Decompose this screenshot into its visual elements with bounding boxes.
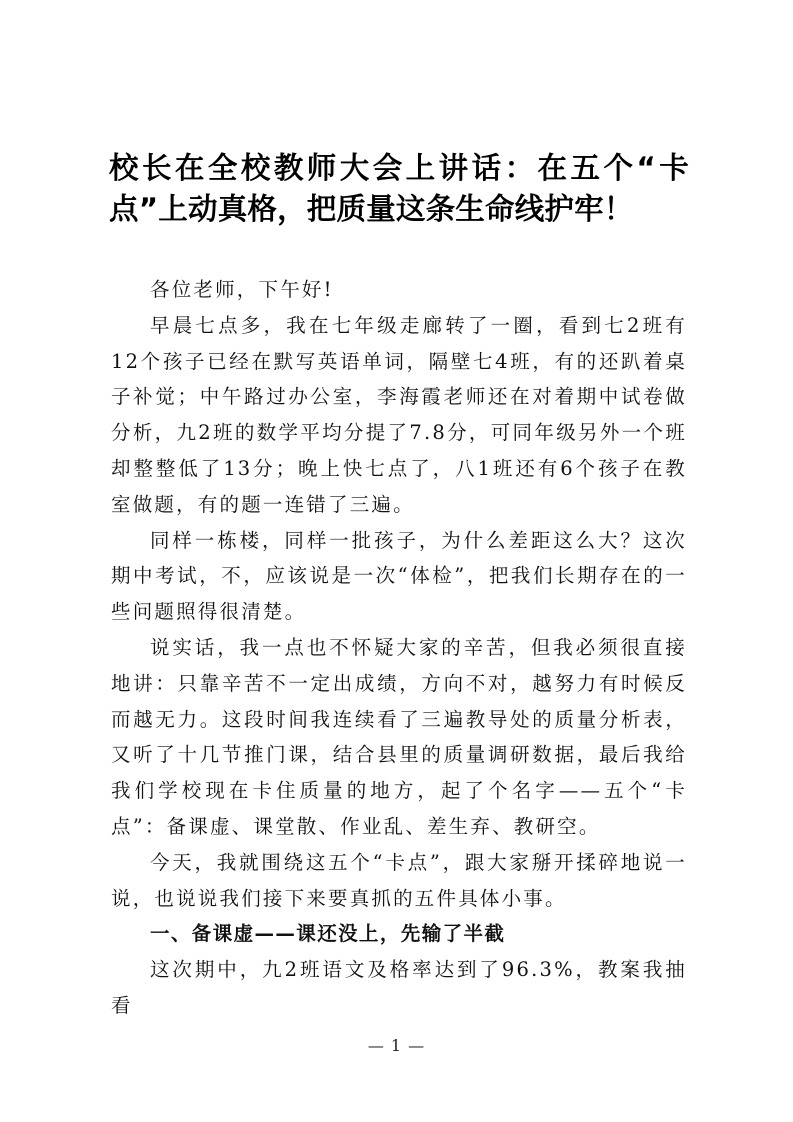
paragraph-gap-question: 同样一栋楼，同样一批孩子，为什么差距这么大？这次期中考试，不，应该说是一次“体检”，把我们长期存在的一些问题照得很清楚。 (111, 528, 687, 624)
paragraph-greeting: 各位老师，下午好! (150, 278, 334, 301)
document-body (111, 272, 687, 1024)
paragraph-lesson-prep-intro: 这次期中，九2班语文及格率达到了96.3%，教案我抽看 (111, 958, 687, 1017)
paragraph-morning-observation: 早晨七点多，我在七年级走廊转了一圈，看到七2班有12个孩子已经在默写英语单词，隔壁七4班，有的还趴着桌子补觉；中午路过办公室，李海霞老师还在对着期中试卷做分析，九2班的数学平均分提了7.8分，可同年级另外一个班却整整低了13分；晚上快七点了，八1班还有6个孩子在教室做题，有的题一连错了三遍。 (111, 313, 687, 516)
section-heading-lesson-prep: 一、备课虚——课还没上，先输了半截 (150, 922, 506, 946)
paragraph-today-plan: 今天，我就围绕这五个“卡点”，跟大家掰开揉碎地说一说，也说说我们接下来要真抓的五件具体小事。 (111, 850, 687, 910)
document-title: 校长在全校教师大会上讲话：在五个“卡点”上动真格，把质量这条生命线护牢！ (109, 151, 689, 226)
page-number: — 1 — (367, 1036, 426, 1055)
paragraph-five-bottlenecks: 说实话，我一点也不怀疑大家的辛苦，但我必须很直接地讲：只靠辛苦不一定出成绩，方向不对，越努力有时候反而越无力。这段时间我连续看了三遍教导处的质量分析表，又听了十几节推门课，结合县里的质量调研数据，最后我给我们学校现在卡住质量的地方，起了个名字——五个“卡点”：备课虚、课堂散、作业乱、差生弃、教研空。 (111, 635, 687, 838)
